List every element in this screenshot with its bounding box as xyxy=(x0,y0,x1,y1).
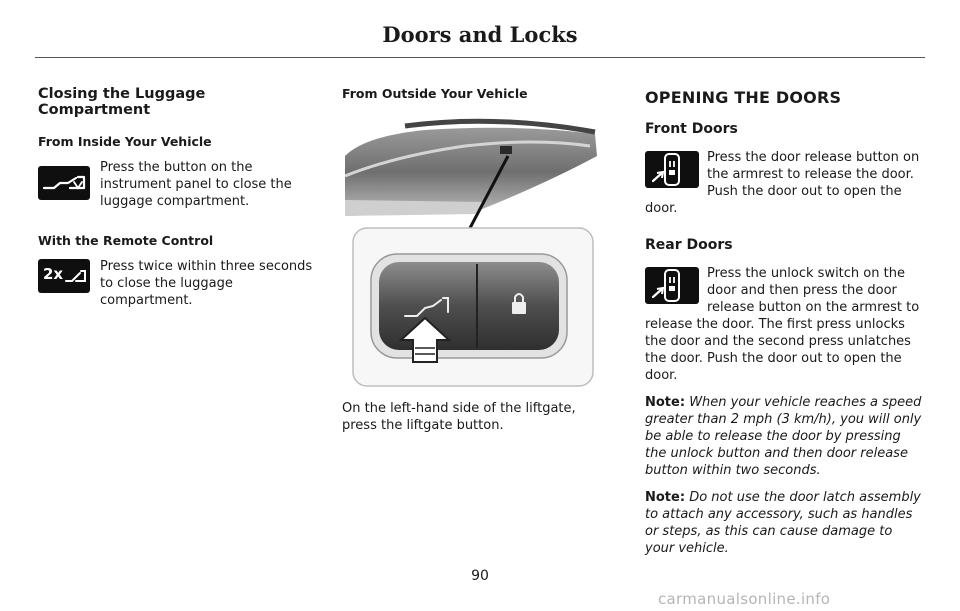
speed-note xyxy=(645,394,925,479)
right-column xyxy=(645,86,925,557)
door-unlock-icon xyxy=(645,267,699,304)
closing-luggage-heading: Closing the Luggage Compartment xyxy=(38,86,206,118)
rear-doors-text: Press the unlock switch on the door and then press the door release button on the armrest to release the door. The first press unlocks the door and the second press unlatches the door. Push the door out to open the door. xyxy=(645,266,920,383)
rear-doors-instruction xyxy=(645,265,925,384)
remote-icon-label: 2x xyxy=(43,265,64,283)
from-outside-heading: From Outside Your Vehicle xyxy=(342,86,528,101)
remote-liftgate-icon xyxy=(38,259,90,293)
latch-note-text: Do not use the door latch assembly to attach any accessory, such as handles or steps, as this can cause damage to your vehicle. xyxy=(645,490,921,556)
title-divider xyxy=(35,57,925,58)
liftgate-caption: On the left-hand side of the liftgate, press the liftgate button. xyxy=(342,401,576,433)
front-doors-text: Press the door release button on the armrest to release the door. Push the door out to open the door. xyxy=(645,150,920,216)
middle-column xyxy=(342,86,608,111)
remote-instruction-text: Press twice within three seconds to close the luggage compartment. xyxy=(100,259,313,308)
liftgate-close-icon xyxy=(38,166,90,200)
speed-note-label: Note: xyxy=(645,395,686,410)
door-release-icon xyxy=(645,151,699,188)
from-inside-heading: From Inside Your Vehicle xyxy=(38,134,212,149)
latch-note-label: Note: xyxy=(645,490,686,505)
front-doors-heading: Front Doors xyxy=(645,121,738,137)
liftgate-button-illustration xyxy=(345,116,605,394)
left-column xyxy=(38,86,318,308)
page-number: 90 xyxy=(471,568,489,584)
remote-instruction xyxy=(38,258,318,308)
latch-note xyxy=(645,489,925,557)
opening-doors-heading: OPENING THE DOORS xyxy=(645,88,842,107)
speed-note-text: When your vehicle reaches a speed greater than 2 mph (3 km/h), you will only be able to release the door by pressing the unlock button and then door release button within two seconds. xyxy=(645,395,922,478)
watermark: carmanualsonline.info xyxy=(658,590,831,608)
front-doors-instruction xyxy=(645,149,925,217)
page-title: Doors and Locks xyxy=(382,22,578,47)
remote-control-heading: With the Remote Control xyxy=(38,233,214,248)
rear-doors-heading: Rear Doors xyxy=(645,237,733,253)
inside-instruction-text: Press the button on the instrument panel to close the luggage compartment. xyxy=(100,160,292,209)
inside-instruction xyxy=(38,159,318,215)
